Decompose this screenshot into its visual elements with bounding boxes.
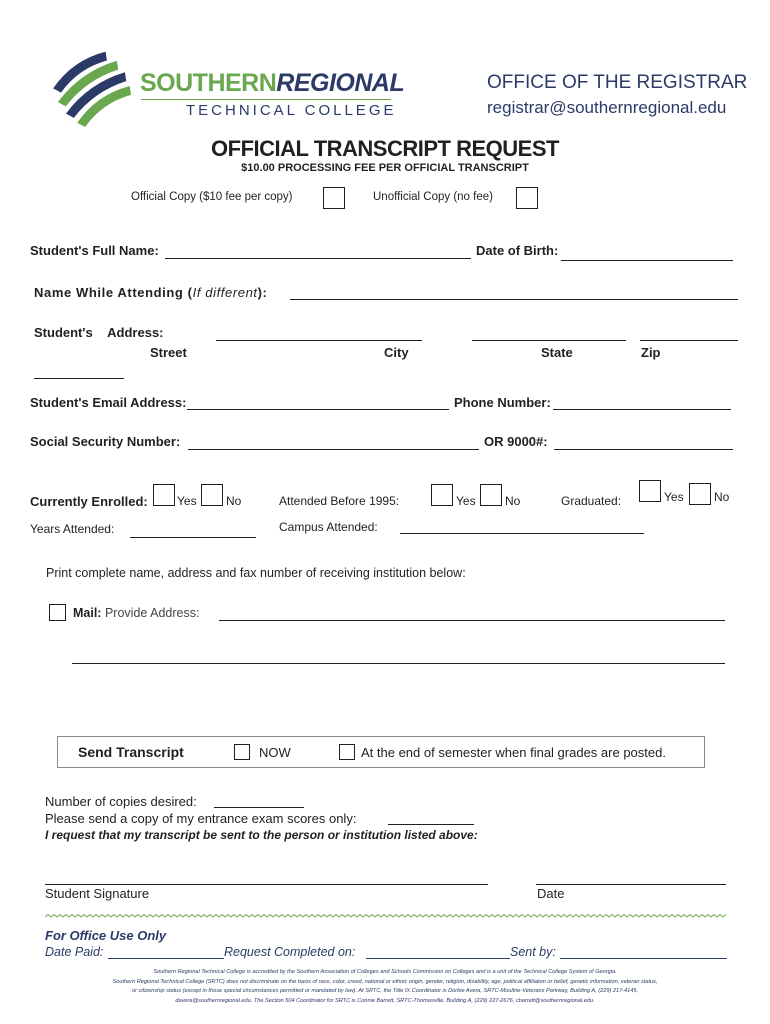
logo-rule — [141, 99, 391, 100]
mail-label — [73, 606, 199, 620]
footer-line-3: or citizenship status (except in those special circumstances permitted or mandated by law). At SRTC, the Title IX Coordinator is Dorbie Avera, SRTC-Moultrie-Veterans Parkway, Building A, (229) 217-4145, — [131, 988, 639, 994]
send-end-semester-checkbox[interactable] — [339, 744, 355, 760]
attended-yes-label: Yes — [456, 494, 476, 508]
fee-notice: $10.00 PROCESSING FEE PER OFFICIAL TRANSCRIPT — [241, 162, 529, 174]
attended-1995-label: Attended Before 1995: — [279, 494, 400, 508]
street-field[interactable] — [216, 340, 422, 341]
mail-address-field-2[interactable] — [72, 663, 725, 664]
college-logo-icon — [52, 48, 132, 128]
page-title: OFFICIAL TRANSCRIPT REQUEST — [211, 136, 559, 161]
office-use-title: For Office Use Only — [45, 928, 167, 943]
phone-label: Phone Number: — [454, 395, 551, 410]
mail-label-bold: Mail: — [73, 606, 102, 620]
mail-checkbox[interactable] — [49, 604, 66, 621]
enrolled-no-label: No — [226, 494, 242, 508]
copies-label: Number of copies desired: — [45, 794, 197, 809]
sent-by-field[interactable] — [560, 958, 727, 959]
signature-date-caption: Date — [537, 886, 565, 901]
signature-caption: Student Signature — [45, 886, 150, 901]
full-name-field[interactable] — [165, 258, 471, 259]
copies-field[interactable] — [214, 807, 304, 808]
college-name-regional: REGIONAL — [276, 69, 405, 97]
or9000-field[interactable] — [554, 449, 733, 450]
signature-date-field[interactable] — [536, 884, 726, 885]
enrolled-no-checkbox[interactable] — [201, 484, 223, 506]
office-email[interactable]: registrar@southernregional.edu — [487, 98, 727, 117]
years-attended-field[interactable] — [130, 537, 256, 538]
official-copy-label: Official Copy ($10 fee per copy) — [131, 191, 293, 203]
college-subtitle: TECHNICAL COLLEGE — [186, 102, 397, 119]
street-caption: Street — [150, 345, 187, 360]
graduated-no-checkbox[interactable] — [689, 483, 711, 505]
address-label-address: Address: — [107, 325, 164, 340]
attended-yes-checkbox[interactable] — [431, 484, 453, 506]
dob-field[interactable] — [561, 260, 733, 261]
receiving-instruction: Print complete name, address and fax number of receiving institution below: — [46, 566, 466, 580]
phone-field[interactable] — [553, 409, 731, 410]
request-statement: I request that my transcript be sent to the person or institution listed above: — [45, 828, 478, 842]
address-extra-field[interactable] — [34, 378, 124, 379]
name-attending-note: If different — [192, 285, 258, 300]
email-field[interactable] — [187, 409, 449, 410]
years-attended-label: Years Attended: — [30, 522, 115, 536]
ssn-field[interactable] — [188, 449, 479, 450]
mail-address-field-1[interactable] — [219, 620, 725, 621]
footer-line-4: davera@southernregional.edu. The Section 504 Coordinator for SRTC is Connie Barrett, SRTC-Thomasville, Building A, (229) 227-2676, cbarrett@southernregional.edu. — [175, 997, 595, 1004]
request-completed-field[interactable] — [366, 958, 510, 959]
graduated-yes-label: Yes — [664, 490, 684, 504]
full-name-label: Student's Full Name: — [30, 243, 159, 258]
graduated-label: Graduated: — [561, 494, 622, 508]
graduated-no-label: No — [714, 490, 730, 504]
zip-caption: Zip — [641, 345, 661, 360]
state-caption: State — [541, 345, 573, 360]
dob-label: Date of Birth: — [476, 243, 559, 258]
entrance-scores-field[interactable] — [388, 824, 474, 825]
or9000-label: OR 9000#: — [484, 434, 548, 449]
request-completed-label: Request Completed on: — [224, 945, 356, 959]
footer-line-2: Southern Regional Technical College (SRTC) does not discriminate on the basis of race, color, creed, national or ethnic origin, gender, religion, disability, age, political affiliation or belief, genetic information, veteran status, — [112, 978, 658, 985]
send-now-label: NOW — [259, 745, 291, 760]
campus-attended-field[interactable] — [400, 533, 644, 534]
footer-disclaimer — [20, 968, 750, 1006]
attended-no-label: No — [505, 494, 521, 508]
send-transcript-label: Send Transcript — [78, 744, 184, 760]
office-title: OFFICE OF THE REGISTRAR — [487, 72, 748, 93]
graduated-yes-checkbox[interactable] — [639, 480, 661, 502]
sent-by-label: Sent by: — [510, 945, 556, 959]
college-name — [140, 68, 404, 98]
unofficial-copy-label: Unofficial Copy (no fee) — [373, 191, 493, 203]
date-paid-label: Date Paid: — [45, 945, 104, 959]
official-copy-checkbox[interactable] — [323, 187, 345, 209]
mail-label-text: Provide Address: — [104, 606, 200, 620]
entrance-scores-label: Please send a copy of my entrance exam scores only: — [45, 811, 357, 826]
enrolled-yes-label: Yes — [177, 494, 197, 508]
enrolled-yes-checkbox[interactable] — [153, 484, 175, 506]
campus-attended-label: Campus Attended: — [279, 520, 378, 534]
send-end-semester-label: At the end of semester when final grades are posted. — [361, 745, 666, 760]
zip-field[interactable] — [640, 340, 738, 341]
name-attending-close: ): — [257, 285, 268, 300]
city-caption: City — [384, 345, 409, 360]
name-attending-text: Name While Attending ( — [34, 285, 193, 300]
date-paid-field[interactable] — [108, 958, 224, 959]
unofficial-copy-checkbox[interactable] — [516, 187, 538, 209]
signature-field[interactable] — [45, 884, 488, 885]
attended-no-checkbox[interactable] — [480, 484, 502, 506]
college-name-southern: SOUTHERN — [140, 69, 277, 97]
ssn-label: Social Security Number: — [30, 434, 181, 449]
send-now-checkbox[interactable] — [234, 744, 250, 760]
name-attending-field[interactable] — [290, 299, 738, 300]
email-label: Student's Email Address: — [30, 395, 187, 410]
currently-enrolled-label: Currently Enrolled: — [30, 494, 148, 509]
name-attending-label — [34, 285, 267, 300]
address-label-student: Student's — [34, 325, 93, 340]
city-field[interactable] — [472, 340, 626, 341]
address-label — [34, 325, 164, 340]
decorative-divider — [45, 913, 727, 921]
footer-line-1: Southern Regional Technical College is accredited by the Southern Association of Colleges and Schools Commission on Colleges and is a unit of the Technical College System of Georgia. — [153, 969, 617, 975]
